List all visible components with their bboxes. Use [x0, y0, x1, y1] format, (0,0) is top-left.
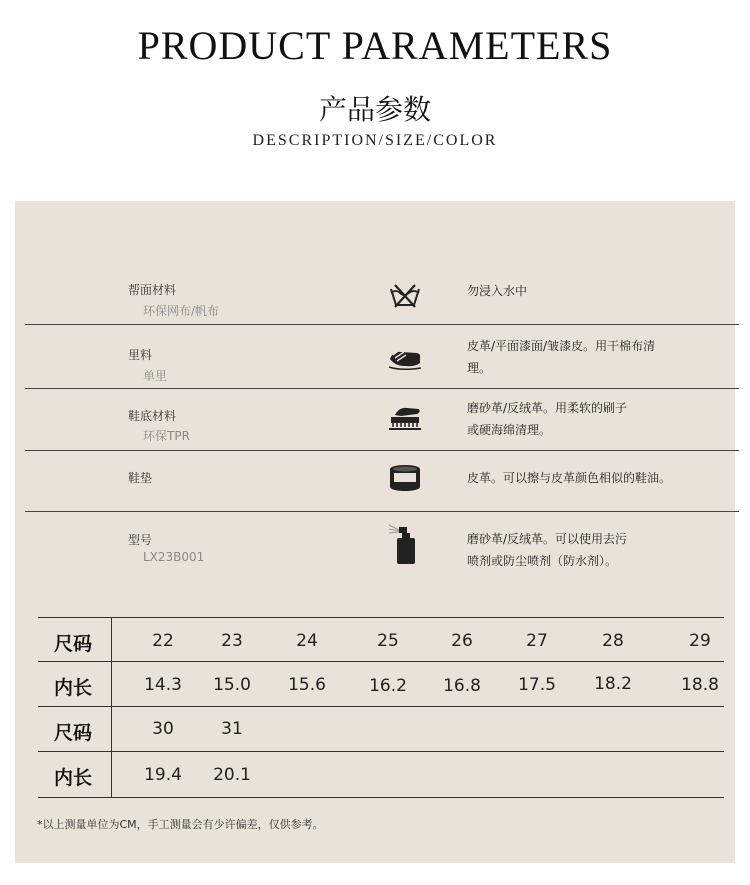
- table-cell: 24: [296, 631, 318, 651]
- care-text-line: 理。: [467, 361, 492, 375]
- care-text-line: 磨砂革/反绒革。用柔软的刷子: [467, 401, 628, 415]
- care-text-line: 皮革。可以擦与皮革颜色相似的鞋油。: [467, 471, 672, 485]
- care-text-line: 喷剂或防尘喷剂（防水剂）。: [467, 554, 618, 568]
- table-cell: 28: [602, 631, 624, 651]
- table-cell: 16.8: [443, 676, 481, 696]
- param-value-upper-material: 环保网布/帆布: [143, 304, 220, 318]
- spray-can-icon: [387, 521, 423, 565]
- table-cell: 15.0: [213, 675, 251, 695]
- brush-icon: [387, 399, 423, 435]
- row-divider: [25, 324, 739, 325]
- shoe-polish-icon: [387, 459, 423, 495]
- table-cell: 22: [152, 631, 174, 651]
- page-description: DESCRIPTION/SIZE/COLOR: [252, 132, 498, 149]
- footnote: *以上测量单位为CM，手工测量会有少许偏差，仅供参考。: [37, 818, 324, 831]
- param-label-insole: 鞋垫: [128, 471, 153, 485]
- hand-wipe-icon: [387, 341, 423, 377]
- care-text-line: 皮革/平面漆面/皱漆皮。用干棉布清: [467, 339, 656, 353]
- param-value-lining: 单里: [143, 369, 168, 383]
- inner-length-header: 内长: [54, 677, 93, 699]
- row-divider: [25, 388, 739, 389]
- care-text-3: [467, 397, 717, 441]
- page-title: PRODUCT PARAMETERS: [137, 23, 613, 68]
- table-cell: 14.3: [144, 675, 182, 695]
- care-text-line: 勿浸入水中: [467, 284, 528, 298]
- table-cell: 17.5: [518, 675, 556, 695]
- table-cell: 29: [689, 631, 711, 651]
- inner-length-header: 内长: [54, 767, 93, 789]
- care-text-line: 或硬海绵清理。: [467, 423, 552, 437]
- table-column-divider: [111, 617, 112, 797]
- table-line: [38, 617, 724, 618]
- table-line: [38, 661, 724, 662]
- table-cell: 18.2: [594, 674, 632, 694]
- table-cell: 15.6: [288, 675, 326, 695]
- param-label-sole-material: 鞋底材料: [128, 409, 177, 423]
- table-cell: 23: [221, 631, 243, 651]
- param-value-sole-material: 环保TPR: [143, 429, 190, 443]
- care-text-line: 磨砂革/反绒革。可以使用去污: [467, 532, 628, 546]
- row-divider: [25, 511, 739, 512]
- param-label-upper-material: 帮面材料: [128, 283, 177, 297]
- table-cell: 30: [152, 719, 174, 739]
- param-label-model: 型号: [128, 533, 153, 547]
- care-text-5: [467, 528, 717, 572]
- care-text-1: [467, 280, 717, 302]
- table-cell: 19.4: [144, 765, 182, 785]
- size-header: 尺码: [54, 722, 93, 744]
- table-cell: 20.1: [213, 765, 251, 785]
- param-label-lining: 里料: [128, 348, 153, 362]
- table-line: [38, 706, 724, 707]
- size-header: 尺码: [54, 633, 93, 655]
- table-cell: 16.2: [369, 676, 407, 696]
- table-cell: 26: [451, 631, 473, 651]
- parameters-panel: [15, 201, 735, 863]
- page-subtitle: 产品参数: [318, 93, 431, 126]
- table-cell: 25: [377, 631, 399, 651]
- table-cell: 31: [221, 719, 243, 739]
- table-line: [38, 797, 724, 798]
- table-line: [38, 751, 724, 752]
- table-cell: 18.8: [681, 675, 719, 695]
- table-cell: 27: [526, 631, 548, 651]
- care-text-4: [467, 467, 717, 489]
- param-value-model: LX23B001: [143, 550, 205, 564]
- care-text-2: [467, 335, 717, 379]
- row-divider: [25, 450, 739, 451]
- no-soak-icon: [387, 277, 423, 313]
